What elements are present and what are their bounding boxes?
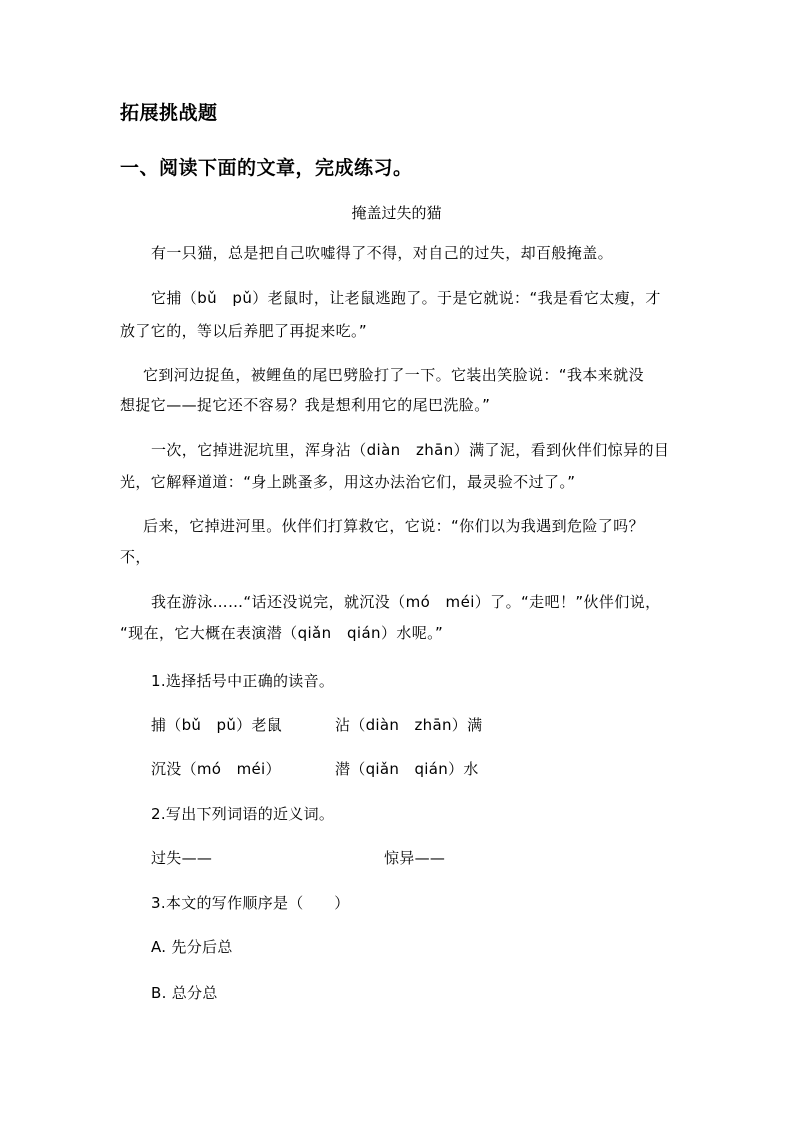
paragraph-2-line-1: 它捕（bǔ pǔ）老鼠时，让老鼠逃跑了。于是它就说：“我是看它太瘦，才 [151, 289, 661, 307]
paragraph-5-line-2: 不， [120, 548, 151, 566]
question-1-item: 潜（qiǎn qián）水 [335, 760, 479, 778]
question-3-prompt: 3.本文的写作顺序是（ ） [151, 894, 350, 912]
paragraph-3-line-2: 想捉它——捉它还不容易？我是想利用它的尾巴洗脸。” [120, 396, 491, 414]
paragraph-4-line-1: 一次，它掉进泥坑里，浑身沾（diàn zhān）满了泥，看到伙伴们惊异的目 [151, 441, 670, 459]
paragraph-2-line-2: 放了它的，等以后养肥了再捉来吃。” [120, 322, 368, 340]
question-3-option-a: A. 先分后总 [151, 938, 233, 956]
paragraph-1-line-1: 有一只猫，总是把自己吹嘘得了不得，对自己的过失，却百般掩盖。 [151, 244, 614, 262]
question-2-item: 惊异—— [384, 849, 446, 867]
question-2-item: 过失—— [151, 849, 213, 867]
question-3-option-b: B. 总分总 [151, 984, 218, 1002]
paragraph-6-line-1: 我在游泳……“话还没说完，就沉没（mó méi）了。“走吧！”伙伴们说， [151, 593, 661, 611]
question-1-prompt: 1.选择括号中正确的读音。 [151, 672, 335, 690]
paragraph-4-line-2: 光，它解释道道：“身上跳蚤多，用这办法治它们，最灵验不过了。” [120, 473, 576, 491]
paragraph-6-line-2: “现在，它大概在表演潜（qiǎn qián）水呢。” [120, 624, 444, 642]
story-title: 掩盖过失的猫 [351, 204, 442, 222]
part-title: 一、阅读下面的文章，完成练习。 [120, 157, 413, 179]
section-title: 拓展挑战题 [120, 102, 218, 124]
question-1-item: 沾（diàn zhān）满 [335, 716, 483, 734]
question-2-prompt: 2.写出下列词语的近义词。 [151, 805, 335, 823]
paragraph-5-line-1: 后来，它掉进河里。伙伴们打算救它，它说：“你们以为我遇到危险了吗？ [143, 517, 644, 535]
question-1-item: 捕（bǔ pǔ）老鼠 [151, 716, 283, 734]
paragraph-3-line-1: 它到河边捉鱼，被鲤鱼的尾巴劈脸打了一下。它装出笑脸说：“我本来就没 [143, 366, 644, 384]
question-1-item: 沉没（mó méi） [151, 760, 281, 778]
